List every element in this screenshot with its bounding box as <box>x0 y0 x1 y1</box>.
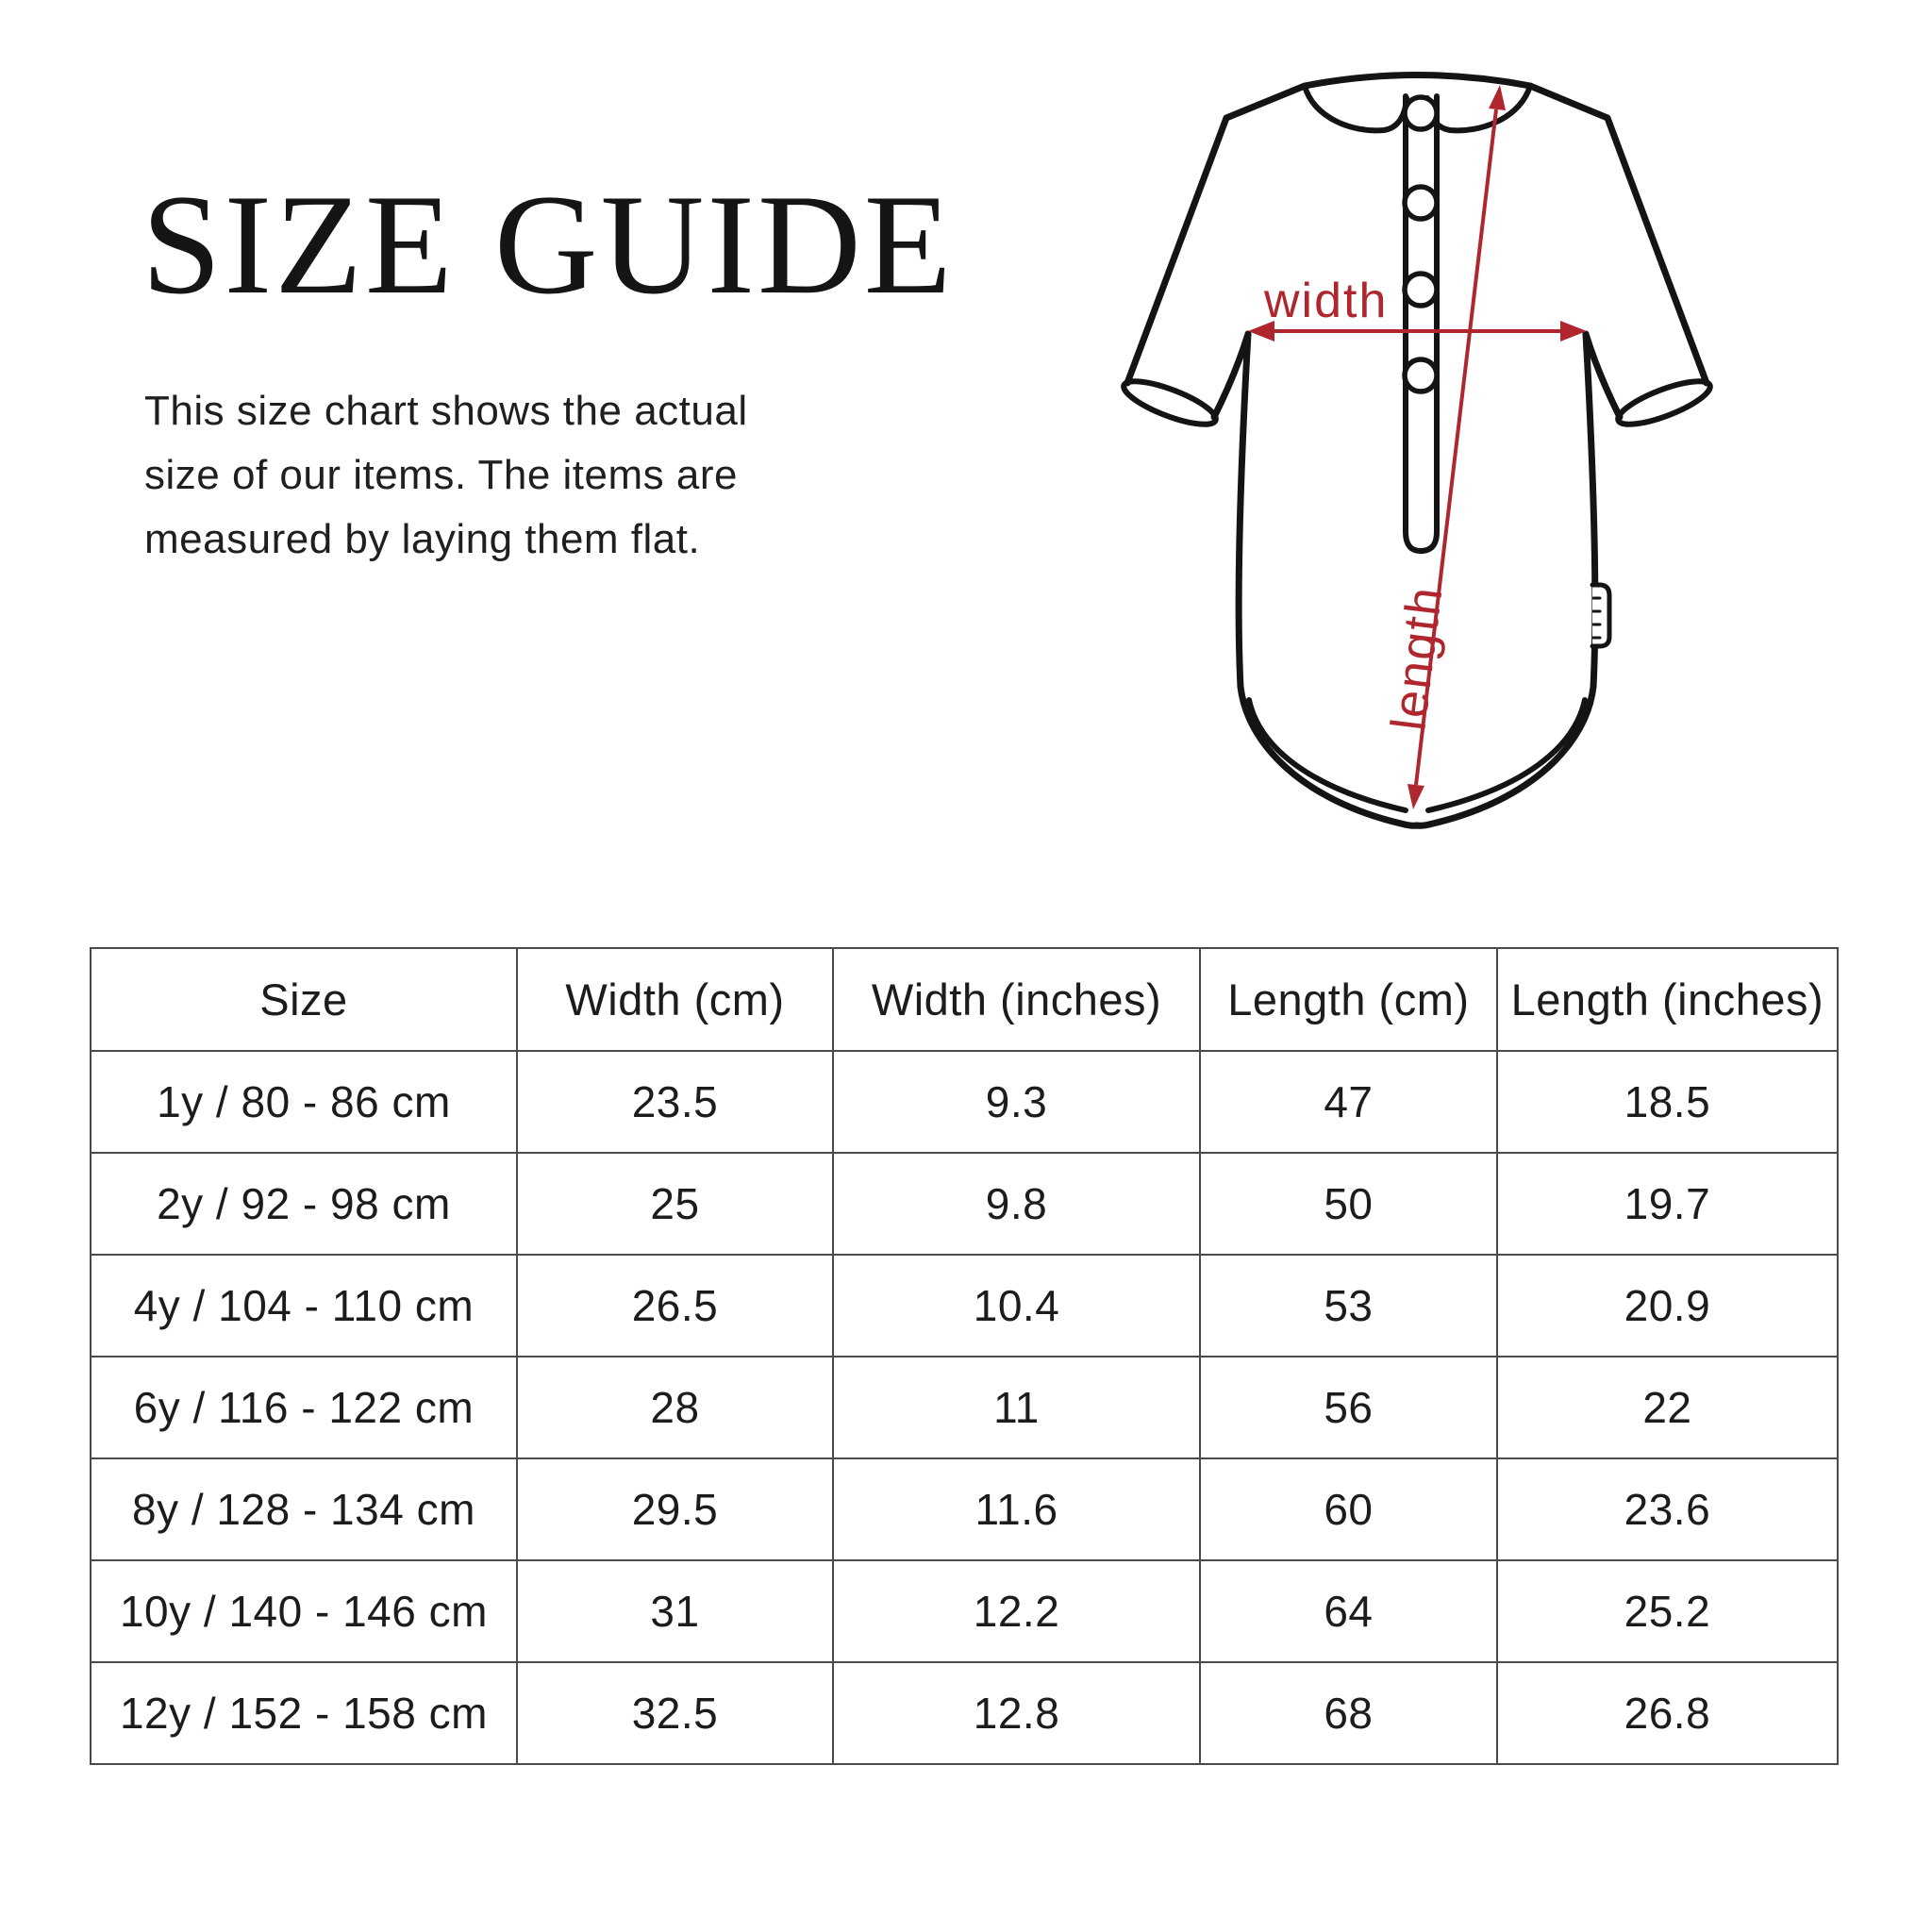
size-cell: 1y / 80 - 86 cm <box>91 1051 517 1153</box>
intro-line: size of our items. The items are <box>144 452 738 498</box>
value-cell: 25 <box>517 1153 833 1255</box>
value-cell: 23.6 <box>1497 1458 1838 1560</box>
size-cell: 6y / 116 - 122 cm <box>91 1357 517 1458</box>
value-cell: 26.8 <box>1497 1662 1838 1764</box>
value-cell: 28 <box>517 1357 833 1458</box>
length-label: length <box>1381 582 1454 734</box>
intro-line: This size chart shows the actual <box>144 388 748 434</box>
table-row <box>91 1458 1838 1560</box>
left-cuff <box>1119 373 1220 432</box>
page-title: SIZE GUIDE <box>142 165 955 324</box>
value-cell: 23.5 <box>517 1051 833 1153</box>
column-header-size: Size <box>91 948 517 1051</box>
value-cell: 18.5 <box>1497 1051 1838 1153</box>
value-cell: 60 <box>1200 1458 1497 1560</box>
value-cell: 20.9 <box>1497 1255 1838 1357</box>
table-row <box>91 1153 1838 1255</box>
value-cell: 9.3 <box>833 1051 1200 1153</box>
width-label: width <box>1264 274 1389 328</box>
size-cell: 8y / 128 - 134 cm <box>91 1458 517 1560</box>
value-cell: 68 <box>1200 1662 1497 1764</box>
column-header-width-cm: Width (cm) <box>517 948 833 1051</box>
value-cell: 10.4 <box>833 1255 1200 1357</box>
intro-text <box>144 379 748 572</box>
size-cell: 10y / 140 - 146 cm <box>91 1560 517 1662</box>
button-placket <box>1406 96 1437 551</box>
value-cell: 31 <box>517 1560 833 1662</box>
value-cell: 47 <box>1200 1051 1497 1153</box>
neckline <box>1305 75 1530 87</box>
size-table <box>90 947 1839 1765</box>
value-cell: 12.2 <box>833 1560 1200 1662</box>
size-cell: 2y / 92 - 98 cm <box>91 1153 517 1255</box>
column-header-length-inches: Length (inches) <box>1497 948 1838 1051</box>
size-cell: 12y / 152 - 158 cm <box>91 1662 517 1764</box>
value-cell: 22 <box>1497 1357 1838 1458</box>
value-cell: 19.7 <box>1497 1153 1838 1255</box>
size-table-header-row <box>91 948 1838 1051</box>
value-cell: 32.5 <box>517 1662 833 1764</box>
value-cell: 56 <box>1200 1357 1497 1458</box>
table-row <box>91 1560 1838 1662</box>
value-cell: 9.8 <box>833 1153 1200 1255</box>
value-cell: 25.2 <box>1497 1560 1838 1662</box>
table-row <box>91 1051 1838 1153</box>
value-cell: 26.5 <box>517 1255 833 1357</box>
value-cell: 29.5 <box>517 1458 833 1560</box>
value-cell: 11.6 <box>833 1458 1200 1560</box>
bodysuit-measurement-diagram <box>1075 26 1774 857</box>
table-row <box>91 1357 1838 1458</box>
column-header-length-cm: Length (cm) <box>1200 948 1497 1051</box>
size-cell: 4y / 104 - 110 cm <box>91 1255 517 1357</box>
buttons <box>1405 97 1437 391</box>
value-cell: 53 <box>1200 1255 1497 1357</box>
right-cuff <box>1613 373 1714 432</box>
intro-line: measured by laying them flat. <box>144 516 701 562</box>
value-cell: 12.8 <box>833 1662 1200 1764</box>
table-row <box>91 1662 1838 1764</box>
value-cell: 64 <box>1200 1560 1497 1662</box>
column-header-width-inches: Width (inches) <box>833 948 1200 1051</box>
value-cell: 50 <box>1200 1153 1497 1255</box>
value-cell: 11 <box>833 1357 1200 1458</box>
table-row <box>91 1255 1838 1357</box>
care-tag-icon <box>1592 585 1609 646</box>
